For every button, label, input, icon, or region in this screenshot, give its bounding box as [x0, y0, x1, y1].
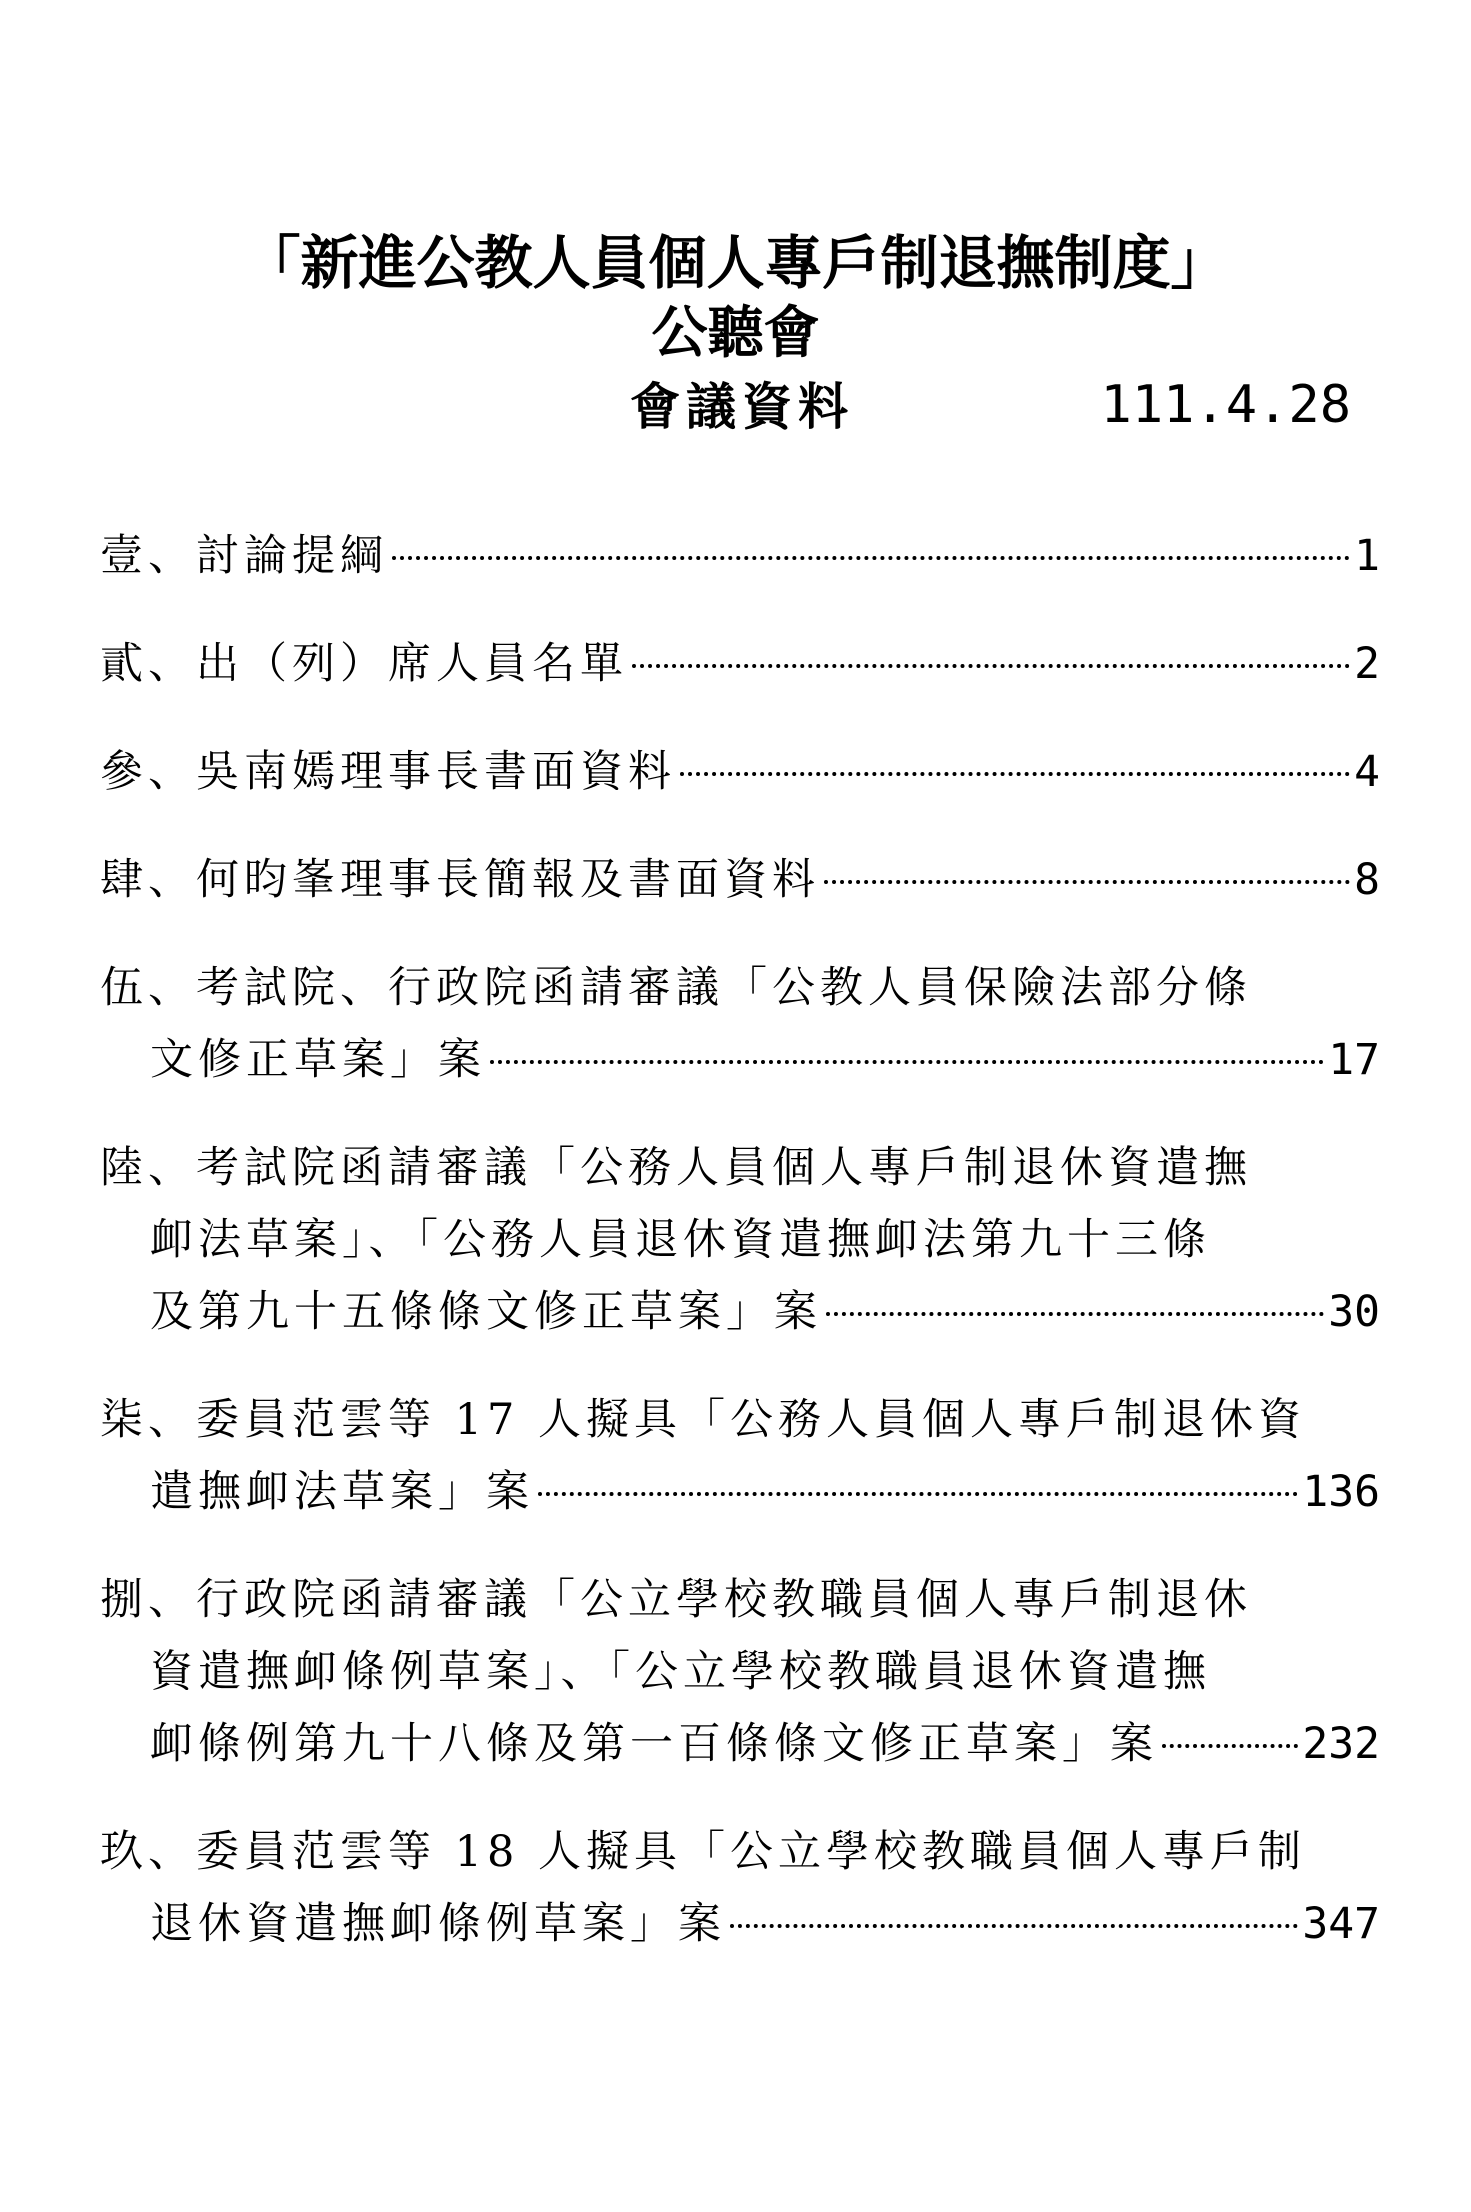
toc-entry-line [100, 1564, 1380, 1636]
toc-entry-line [100, 1276, 1380, 1348]
toc-page-number: 232 [1302, 1719, 1380, 1769]
toc-page-number: 347 [1302, 1899, 1380, 1949]
toc-entry-text: 文修正草案」案 [150, 1035, 486, 1085]
toc-entry [100, 1564, 1380, 1780]
toc-entry-text: 肆、何昀峯理事長簡報及書面資料 [100, 855, 820, 905]
toc-entry-line [100, 844, 1380, 916]
toc-entry-text: 陸、考試院函請審議「公務人員個人專戶制退休資遣撫 [100, 1143, 1252, 1193]
toc-entry-line [100, 1708, 1380, 1780]
toc-entry [100, 628, 1380, 700]
toc-entry-text: 壹、討論提綱 [100, 531, 388, 581]
toc-entry-line [100, 1204, 1380, 1276]
toc-leader-dots [826, 1312, 1324, 1316]
toc-entry-line [100, 1456, 1380, 1528]
toc-leader-dots [824, 880, 1350, 884]
document-subtitle: 公聽會 [651, 300, 820, 366]
toc-page-number: 17 [1328, 1035, 1380, 1085]
toc-entry [100, 1132, 1380, 1348]
toc-page-number: 136 [1302, 1467, 1380, 1517]
toc-entry [100, 520, 1380, 592]
toc-leader-dots [538, 1492, 1298, 1496]
toc-entry-line [100, 952, 1380, 1024]
toc-entry-line [100, 1132, 1380, 1204]
document-title: 「新進公教人員個人專戶制退撫制度」 [242, 229, 1229, 297]
toc-entry [100, 736, 1380, 808]
toc-entry-line [100, 1636, 1380, 1708]
toc-leader-dots [680, 772, 1350, 776]
toc-entry-text: 遣撫卹法草案」案 [150, 1467, 534, 1517]
toc-entry-line [100, 736, 1380, 808]
toc-entry-text: 伍、考試院、行政院函請審議「公教人員保險法部分條 [100, 963, 1252, 1013]
toc-entry-line [100, 1384, 1380, 1456]
toc-entry [100, 844, 1380, 916]
toc-page-number: 1 [1354, 531, 1380, 581]
toc-entry-line [100, 520, 1380, 592]
toc-entry [100, 1816, 1380, 1960]
toc-entry-text: 退休資遣撫卹條例草案」案 [150, 1899, 726, 1949]
toc-leader-dots [392, 556, 1350, 560]
toc-page-number: 8 [1354, 855, 1380, 905]
toc-entry-text: 資遣撫卹條例草案」、「公立學校教職員退休資遣撫 [150, 1647, 1211, 1697]
toc-page-number: 30 [1328, 1287, 1380, 1337]
toc-entry-line [100, 1816, 1380, 1888]
toc-entry-line [100, 1888, 1380, 1960]
toc-entry-text: 貳、出（列）席人員名單 [100, 639, 628, 689]
toc-entry [100, 952, 1380, 1096]
toc-leader-dots [632, 664, 1350, 668]
toc-leader-dots [1162, 1744, 1298, 1748]
toc-leader-dots [730, 1924, 1298, 1928]
document-date: 111.4.28 [1100, 375, 1351, 435]
toc-entry-text: 柒、委員范雲等 17 人擬具「公務人員個人專戶制退休資 [100, 1395, 1307, 1445]
toc-page-number: 2 [1354, 639, 1380, 689]
toc-entry-text: 玖、委員范雲等 18 人擬具「公立學校教職員個人專戶制 [100, 1827, 1307, 1877]
toc-entry [100, 1384, 1380, 1528]
toc-entry-text: 卹法草案」、「公務人員退休資遣撫卹法第九十三條 [150, 1215, 1211, 1265]
toc-entry-text: 參、吳南嫣理事長書面資料 [100, 747, 676, 797]
toc-entry-text: 及第九十五條條文修正草案」案 [150, 1287, 822, 1337]
toc-entry-text: 捌、行政院函請審議「公立學校教職員個人專戶制退休 [100, 1575, 1252, 1625]
toc-entry-text: 卹條例第九十八條及第一百條條文修正草案」案 [150, 1719, 1158, 1769]
toc-entry-line [100, 1024, 1380, 1096]
toc-entry-line [100, 628, 1380, 700]
toc-page-number: 4 [1354, 747, 1380, 797]
table-of-contents [100, 520, 1380, 1996]
document-label: 會議資料 [630, 377, 854, 436]
toc-leader-dots [490, 1060, 1324, 1064]
